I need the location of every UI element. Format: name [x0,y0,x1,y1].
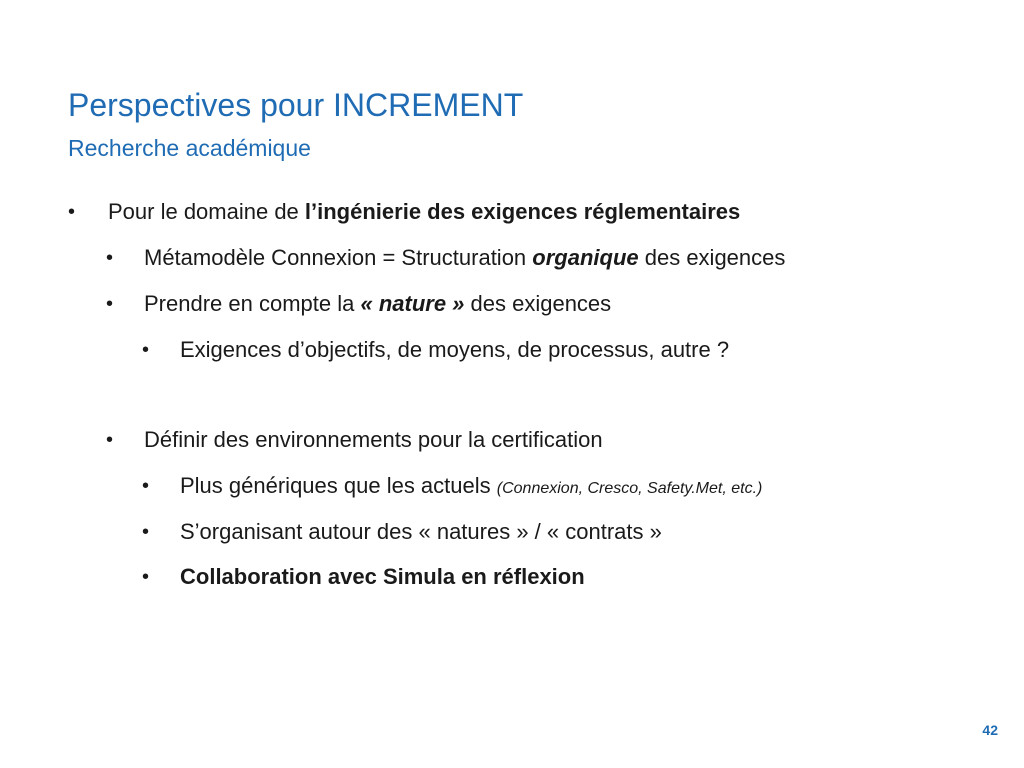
bullet-marker: • [106,429,114,451]
bullet-note: (Connexion, Cresco, Safety.Met, etc.) [496,480,763,497]
bullet-marker: • [106,247,114,269]
bullet-marker: • [106,293,114,315]
slide-subtitle: Recherche académique [68,135,311,161]
bullet-text: Plus génériques que les actuels [180,473,497,498]
bullet-level3-item [180,562,585,592]
bullet-marker: • [142,475,150,497]
bullet-text-bold: l’ingénierie des exigences réglementaires [304,199,741,224]
bullet-level2-item [144,425,603,455]
bullet-marker: • [142,521,150,543]
slide-title: Perspectives pour INCREMENT [68,87,524,123]
bullet-text: des exigences [638,245,786,270]
bullet-level3-item [180,517,662,547]
bullet-text-bold: Collaboration avec Simula en réflexion [180,564,585,589]
bullet-text: S’organisant autour des « natures » / « contrats » [180,519,662,544]
bullet-level2-item [144,243,785,273]
bullet-marker: • [142,339,150,361]
bullet-level1-item [108,197,740,227]
bullet-marker: • [68,201,76,223]
bullet-level3-item [180,335,729,365]
bullet-level3-item [180,471,762,504]
bullet-text-emphasis: « nature » [360,291,465,316]
bullet-level2-item [144,289,611,319]
bullet-text: des exigences [464,291,612,316]
page-number: 42 [982,722,998,738]
bullet-text: Métamodèle Connexion = Structuration [144,245,533,270]
bullet-text: Définir des environnements pour la certification [144,427,603,452]
bullet-text-emphasis: organique [532,245,639,270]
bullet-text: Pour le domaine de [108,199,305,224]
bullet-text: Exigences d’objectifs, de moyens, de processus, autre ? [180,337,730,362]
bullet-text: Prendre en compte la [144,291,361,316]
bullet-marker: • [142,566,150,588]
